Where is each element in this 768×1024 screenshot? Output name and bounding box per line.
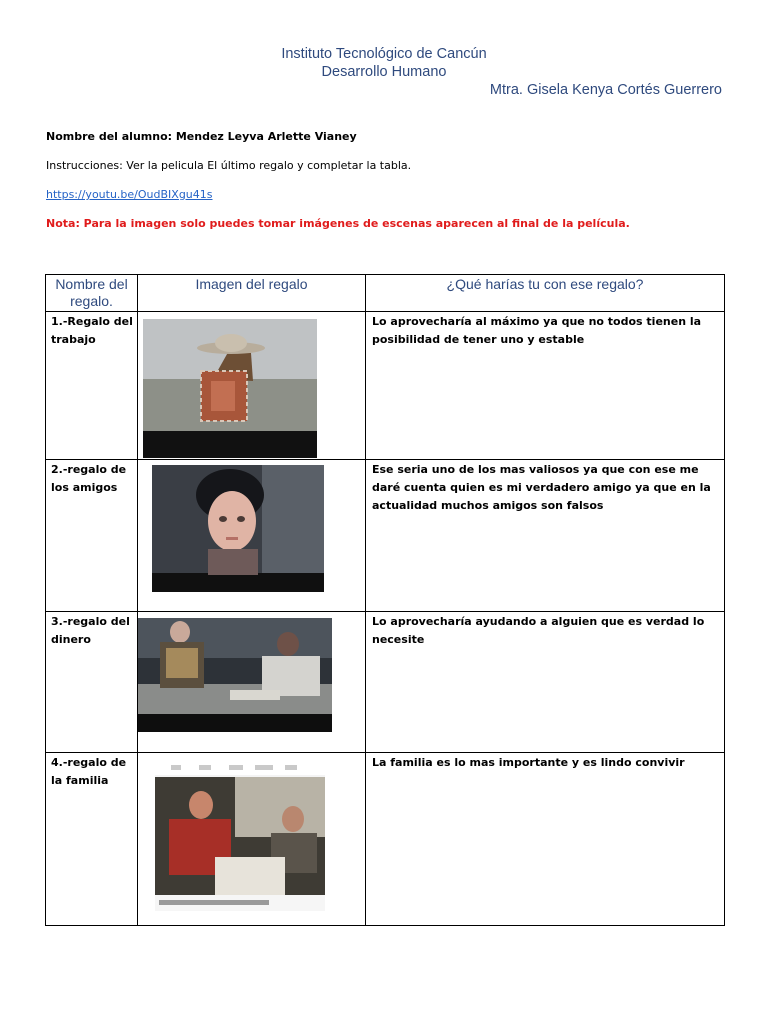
table-row — [46, 612, 725, 753]
gift-image-money — [138, 618, 332, 732]
table-row — [46, 753, 725, 926]
subject-name: Desarrollo Humano — [321, 64, 447, 80]
gifts-table — [45, 274, 725, 926]
instructions-line: Instrucciones: Ver la pelicula El último regalo y completar la tabla. — [46, 159, 412, 172]
gift-name: 3.-regalo del dinero — [46, 612, 138, 753]
table-header-row — [46, 275, 725, 312]
institute-name: Instituto Tecnológico de Cancún — [281, 46, 487, 62]
gift-name: 1.-Regalo del trabajo — [46, 312, 138, 460]
gift-image-work — [143, 319, 317, 458]
student-name-line: Nombre del alumno: Mendez Leyva Arlette Vianey — [46, 130, 357, 143]
gift-answer: Lo aprovecharía ayudando a alguien que es verdad lo necesite — [366, 612, 725, 753]
header-gift-image: Imagen del regalo — [138, 275, 366, 312]
note-line: Nota: Para la imagen solo puedes tomar imágenes de escenas aparecen al final de la película. — [46, 217, 630, 230]
table-row — [46, 460, 725, 612]
gift-image-cell — [138, 612, 366, 753]
gift-answer: La familia es lo mas importante y es lindo convivir — [366, 753, 725, 926]
header-gift-action: ¿Qué harías tu con ese regalo? — [366, 275, 725, 312]
gift-image-friends — [152, 465, 324, 592]
video-link[interactable]: https://youtu.be/OudBIXgu41s — [46, 188, 213, 201]
gift-name: 2.-regalo de los amigos — [46, 460, 138, 612]
gift-image-cell — [138, 460, 366, 612]
gift-answer: Ese seria uno de los mas valiosos ya que con ese me daré cuenta quien es mi verdadero amigo ya que en la actualidad muchos amigos son falsos — [366, 460, 725, 612]
gift-image-cell — [138, 753, 366, 926]
gift-image-family — [155, 761, 325, 911]
teacher-name: Mtra. Gisela Kenya Cortés Guerrero — [489, 82, 722, 98]
gift-name: 4.-regalo de la familia — [46, 753, 138, 926]
gift-image-cell — [138, 312, 366, 460]
table-row — [46, 312, 725, 460]
header-gift-name: Nombre del regalo. — [46, 275, 138, 312]
gift-answer: Lo aprovecharía al máximo ya que no todos tienen la posibilidad de tener uno y estable — [366, 312, 725, 460]
